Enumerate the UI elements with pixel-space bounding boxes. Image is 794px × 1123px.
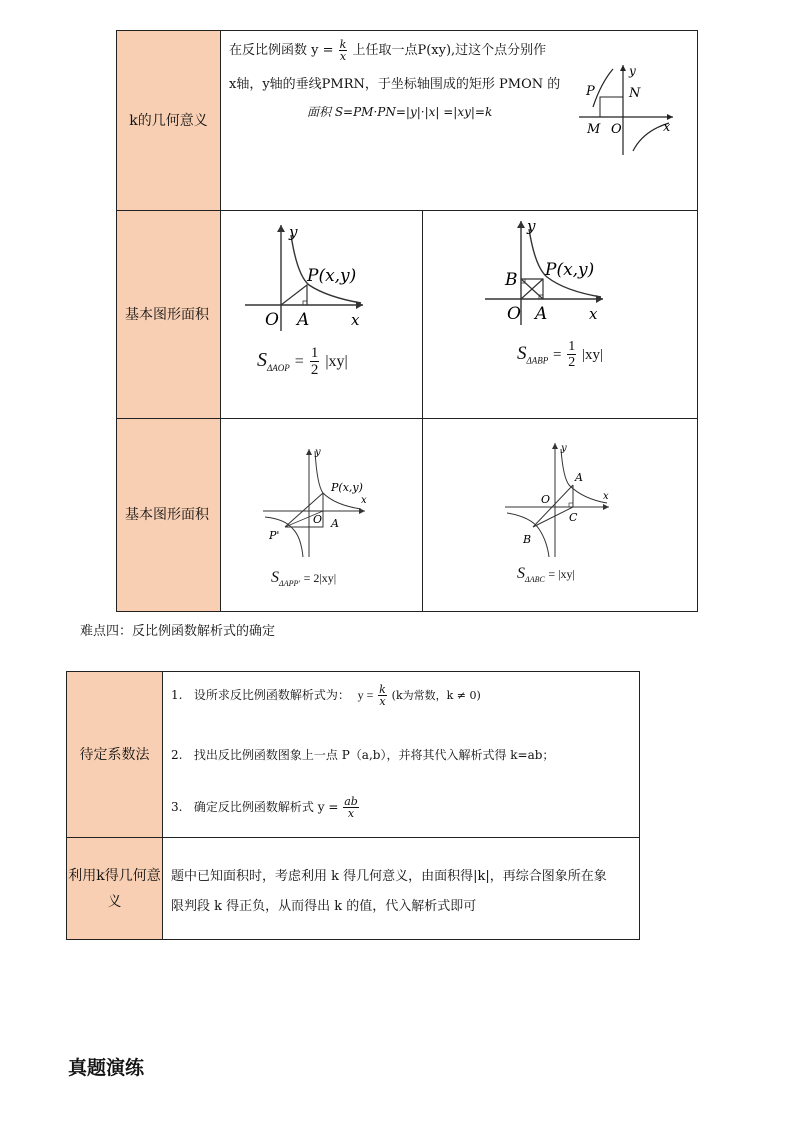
svg-text:y: y bbox=[289, 223, 298, 241]
aop-area-formula: $S_{\Delta AOP}$ = $\frac{1}{2}$ |xy| bbox=[257, 345, 348, 378]
step-3: 3. 确定反比例函数解析式 y = $\frac{ab}{x}$ bbox=[171, 795, 358, 820]
svg-text:O: O bbox=[611, 122, 622, 137]
practice-heading: 真题演练 bbox=[68, 1057, 145, 1079]
svg-text:B: B bbox=[523, 533, 532, 546]
row-header-k-meaning bbox=[117, 31, 221, 211]
svg-text:P(x,y): P(x,y) bbox=[307, 266, 357, 286]
row-header-basic-area-2 bbox=[117, 419, 221, 612]
svg-text:P': P' bbox=[269, 529, 280, 542]
svg-text:O: O bbox=[507, 304, 521, 324]
svg-text:y: y bbox=[561, 443, 567, 454]
svg-text:A: A bbox=[575, 471, 583, 484]
svg-text:O: O bbox=[265, 310, 279, 330]
svg-text:x: x bbox=[603, 491, 609, 502]
k-geometric-content bbox=[163, 838, 640, 940]
row-header-k-geometric bbox=[67, 838, 163, 940]
analytic-expression-table bbox=[66, 671, 640, 940]
svg-text:x: x bbox=[663, 120, 671, 135]
abc-area-formula: $S_{\Delta ABC} = |xy|$ bbox=[517, 565, 575, 584]
svg-text:y: y bbox=[527, 217, 536, 235]
triangle-aop-figure bbox=[241, 219, 369, 335]
k-meaning-table bbox=[116, 30, 698, 612]
svg-text:P: P bbox=[586, 84, 595, 99]
triangle-abc-figure bbox=[503, 441, 615, 559]
abp-area-formula: $S_{\Delta ABP}$ = $\frac{1}{2}$ |xy| bbox=[517, 339, 604, 370]
k-meaning-line3: 面积 S=PM·PN=|y|·|x| =|xy|=k bbox=[307, 105, 493, 119]
svg-text:y: y bbox=[629, 64, 636, 78]
svg-text:O: O bbox=[313, 513, 323, 526]
header-text: 待定系数法 bbox=[79, 746, 150, 763]
svg-text:O: O bbox=[541, 493, 551, 506]
svg-text:M: M bbox=[587, 122, 601, 137]
svg-text:N: N bbox=[629, 86, 641, 101]
abc-area-cell bbox=[423, 419, 698, 612]
header-text: 基本图形面积 bbox=[125, 507, 209, 523]
step-2: 2. 找出反比例函数图象上一点 P（a,b），并将其代入解析式得 k=ab； bbox=[171, 748, 555, 762]
k-meaning-content bbox=[221, 31, 698, 211]
svg-text:A: A bbox=[297, 310, 310, 330]
svg-text:B: B bbox=[505, 270, 518, 290]
aop-area-cell bbox=[221, 211, 423, 419]
header-text: k的几何意义 bbox=[129, 112, 208, 129]
svg-text:x: x bbox=[589, 305, 598, 323]
app-area-formula: $S_{\Delta APP'} = 2|xy|$ bbox=[271, 569, 337, 588]
k-meaning-line2: x轴，y轴的垂线PMRN，于坐标轴围成的矩形 PMON 的 bbox=[229, 77, 561, 92]
svg-text:P(x,y): P(x,y) bbox=[545, 260, 595, 280]
row-header-basic-area-1 bbox=[117, 211, 221, 419]
svg-text:A: A bbox=[331, 517, 339, 530]
section-heading: 难点四：反比例函数解析式的确定 bbox=[80, 624, 276, 639]
triangle-abp-figure bbox=[481, 215, 607, 327]
svg-text:A: A bbox=[535, 304, 548, 324]
svg-text:x: x bbox=[351, 311, 360, 329]
svg-text:y: y bbox=[315, 447, 321, 458]
row-header-undetermined-coefficients bbox=[67, 672, 163, 838]
svg-text:x: x bbox=[361, 495, 367, 506]
k-geometric-line2: 限判段 k 得正负，从而得出 k 的值，代入解析式即可 bbox=[171, 899, 477, 914]
header-text: 基本图形面积 bbox=[125, 306, 209, 323]
undetermined-coefficients-content bbox=[163, 672, 640, 838]
svg-text:C: C bbox=[569, 511, 578, 524]
abp-area-cell bbox=[423, 211, 698, 419]
step-1: 1. 设所求反比例函数解析式为： y = $\frac{k}{x}$ (k为常数，k ≠ 0) bbox=[171, 683, 481, 708]
header-text: 利用k得几何意义 bbox=[68, 867, 161, 910]
k-geometric-line1: 题中已知面积时，考虑利用 k 得几何意义，由面积得|k|，再综合图象所在象 bbox=[171, 869, 607, 884]
svg-text:P(x,y): P(x,y) bbox=[331, 481, 363, 494]
app-area-cell bbox=[221, 419, 423, 612]
k-meaning-line1: 在反比例函数 y = $\frac{k}{x}$ 上任取一点P(xy),过这个点分别作 bbox=[229, 38, 547, 63]
triangle-app-figure bbox=[261, 445, 371, 561]
rectangle-pmon-figure bbox=[573, 61, 681, 157]
